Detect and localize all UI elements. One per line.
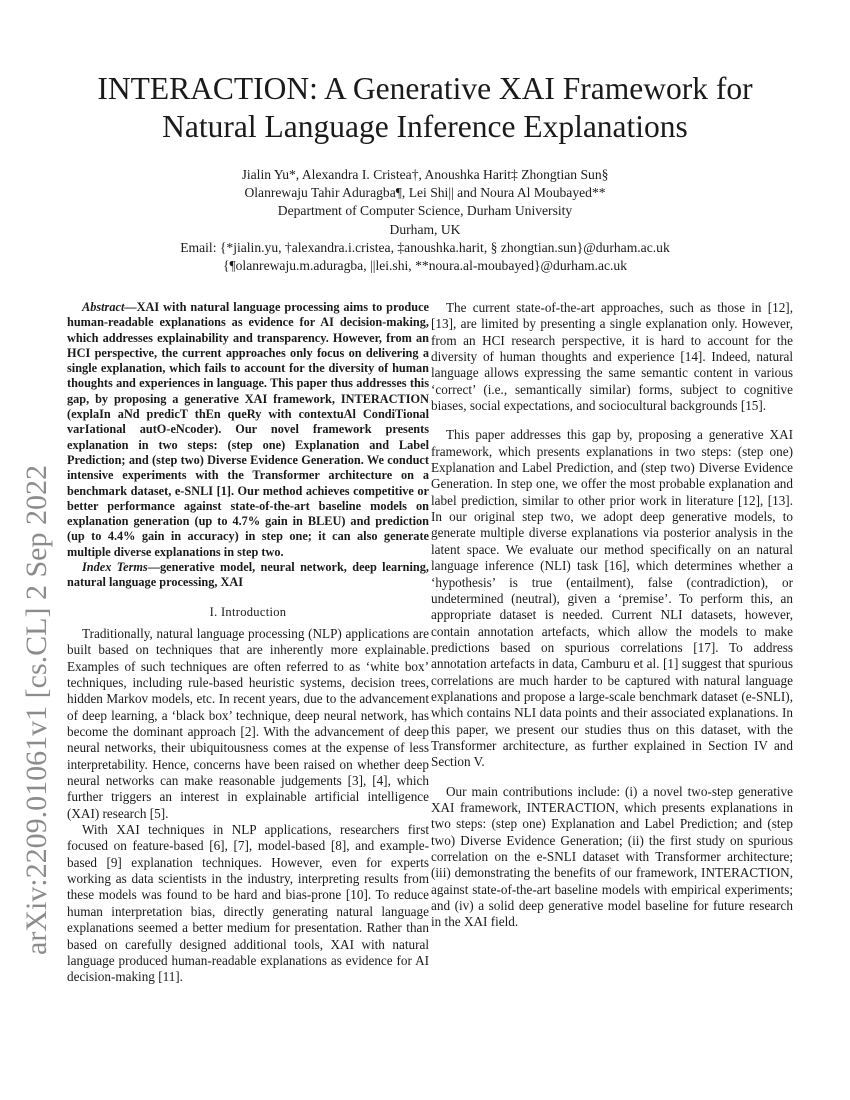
intro-paragraph-5: Our main contributions include: (i) a novel two-step generative XAI framework, INTERACTION, which presents explanations in two steps: (step one) Explanation and Label Prediction; and (step two) Diverse Evidence Generation; (ii) the first study on spurious correlation on the e-SNLI dataset with Transformer architecture; (iii) demonstrating the benefits of our framework, INTERACTION, against state-of-the-art baseline models with empirical experiments; and (iv) a solid deep generative model baseline for future research in the XAI field. [431, 783, 793, 930]
email-line-1: Email: {*jialin.yu, †alexandra.i.cristea, ‡anoushka.harit, § zhongtian.sun}@durham.ac.uk [180, 239, 670, 255]
intro-paragraph-2: With XAI techniques in NLP applications, researchers first focused on feature-based [6], [7], model-based [8], and example-based [9] explanation techniques. However, even for experts working as data scientists in the industry, interpreting results from these models was found to be hard and bias-prone [10]. To reduce human interpretation bias, directly generating natural language explanations seemed a better medium for presentation. Rather than based on carefully designed additional tools, XAI with natural language produced human-readable explanations as evidence for AI decision-making [11]. [67, 822, 429, 985]
intro-paragraph-3: The current state-of-the-art approaches, such as those in [12], [13], are limited by presenting a single explanation only. However, from an HCI research perspective, it is hard to account for the diversity of human thoughts and experience [14]. Indeed, natural language allows expressing the same semantic content in various ‘correct’ (i.e., semantically similar) forms, subject to cognitive biases, social expectations, and sociocultural backgrounds [15]. [431, 300, 793, 414]
abstract [67, 300, 429, 560]
paper-title [40, 70, 810, 146]
title-line-2: Natural Language Inference Explanations [162, 109, 688, 144]
index-terms [67, 560, 429, 591]
email-line-2: {¶olanrewaju.m.aduragba, ||lei.shi, **noura.al-moubayed}@durham.ac.uk [222, 258, 628, 274]
index-terms-text: —generative model, neural network, deep learning, natural language processing, XAI [67, 560, 429, 590]
arxiv-stamp: arXiv:2209.01061v1 [cs.CL] 2 Sep 2022 [20, 465, 53, 955]
index-terms-label: Index Terms [82, 560, 148, 575]
left-column [67, 300, 429, 986]
author-block [60, 166, 790, 275]
intro-paragraph-4: This paper addresses this gap by, proposing a generative XAI framework, which presents explanations in two steps: (step one) Explanation and Label Prediction, and (step two) Diverse Evidence Generation. In step one, we offer the most probable explanation and label prediction, similar to other prior work in literature [12], [13]. In our original step two, we adopt deep generative models, to generate multiple diverse explanations via posterior analysis in the latent space. We evaluate our method specifically on an natural language inference (NLI) task [16], which determines whether a ‘hypothesis’ is true (entailment), false (contradiction), or undetermined (neutral), given a ‘premise’. To perform this, an appropriate dataset is needed. Current NLI datasets, however, contain annotation artefacts, which allow the models to make predictions based on spurious correlations [17]. To address annotation artefacts in data, Camburu et al. [1] suggest that spurious correlations are much harder to be captured with natural language explanations and propose a large-scale benchmark dataset (e-SNLI), which contains NLI data points and their associated explanations. In this paper, we present our studies thus on this dataset, with the Transformer architecture, as further explained in Section IV and Section V. [431, 427, 793, 770]
affiliation-line-2: Durham, UK [389, 221, 461, 237]
affiliation-line-1: Department of Computer Science, Durham University [277, 203, 573, 219]
authors-line-1: Jialin Yu*, Alexandra I. Cristea†, Anoushka Harit‡ Zhongtian Sun§ [241, 167, 609, 182]
intro-paragraph-1: Traditionally, natural language processing (NLP) applications are built based on techniques that are inherently more explainable. Examples of such techniques are often referred to as ‘white box’ techniques, including rule-based heuristic systems, decision trees, hidden Markov models, etc. In recent years, due to the advancement of deep learning, a ‘black box’ technique, deep neural network, has become the dominant approach [2]. With the advancement of deep neural networks, their ubiquitousness comes at the expense of less interpretability. Hence, concerns have been raised on whether deep neural networks can make reasonable judgements [3], [4], which further triggers an interest in explainable artificial intelligence (XAI) research [5]. [67, 625, 429, 821]
abstract-text: XAI with natural language processing aims to produce human-readable explanations as evidence for AI decision-making, which addresses explainability and transparency. However, from an HCI perspective, the current approaches only focus on delivering a single explanation, which fails to account for the diversity of human thoughts and experiences in language. This paper thus addresses this gap, by proposing a generative XAI framework, INTERACTION (explaIn aNd predicT thEn queRy with contextuAl CondiTional varIational autO-eNcoder). Our novel framework presents explanation in two steps: (step one) Explanation and Label Prediction; and (step two) Diverse Evidence Generation. We conduct intensive experiments with the Transformer architecture on a benchmark dataset, e-SNLI [1]. Our method achieves competitive or better performance against state-of-the-art baseline models on explanation generation (up to 4.7% gain in BLEU) and prediction (up to 4.4% gain in accuracy) in step one; it can also generate multiple diverse explanations in step two. [67, 300, 429, 559]
title-line-1: INTERACTION: A Generative XAI Framework for [97, 71, 753, 106]
section-heading: I. Introduction [209, 604, 287, 619]
authors-line-2: Olanrewaju Tahir Aduragba¶, Lei Shi|| and Noura Al Moubayed** [244, 185, 606, 201]
abstract-label: Abstract— [82, 300, 137, 314]
right-column [431, 300, 793, 944]
